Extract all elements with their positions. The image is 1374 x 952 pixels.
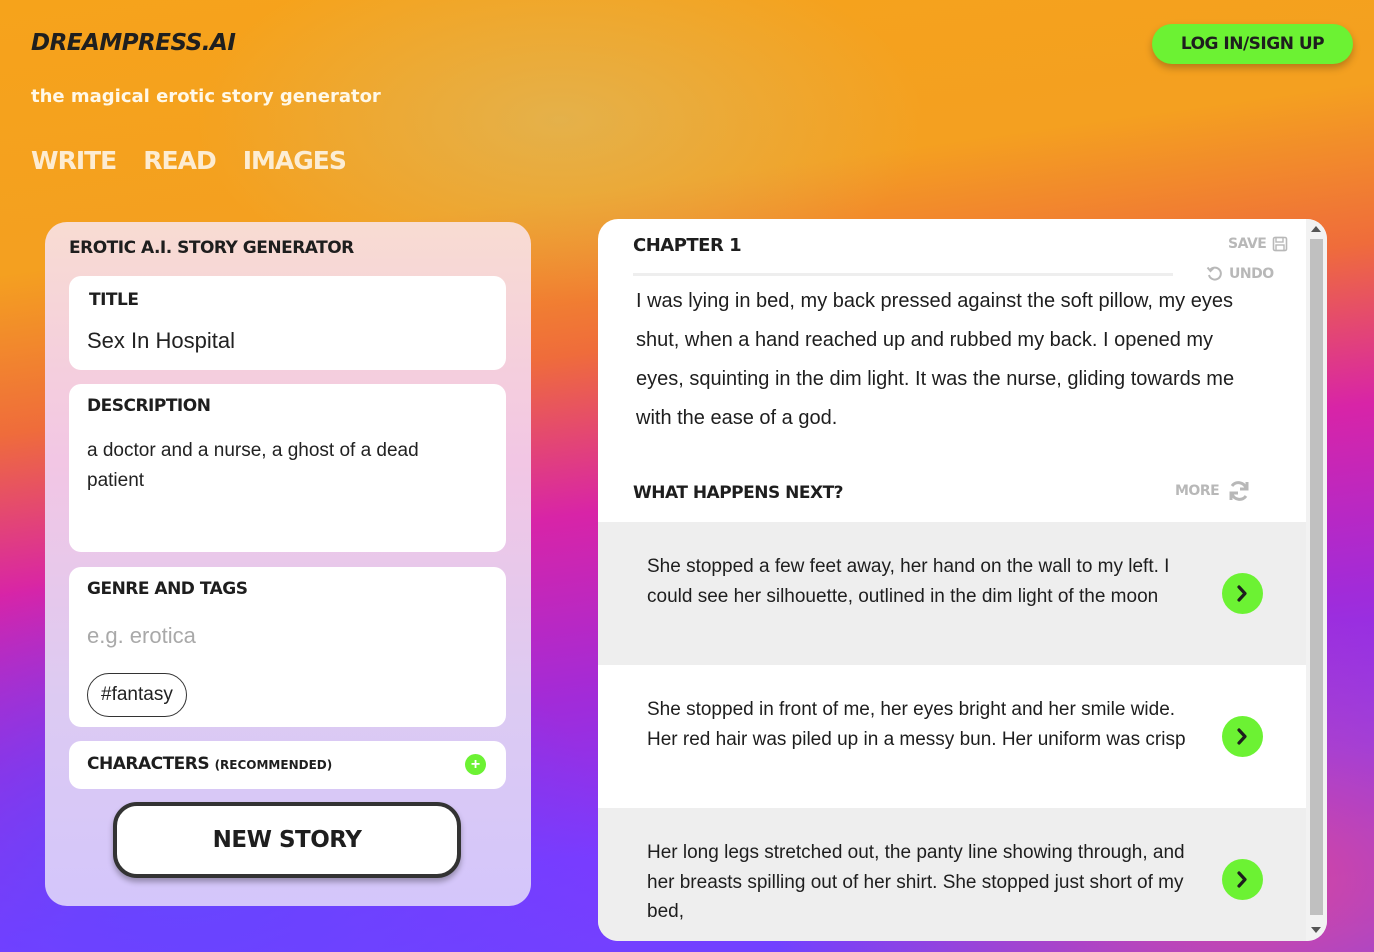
- new-story-button[interactable]: NEW STORY: [113, 802, 461, 878]
- option-text: She stopped in front of me, her eyes bright and her smile wide. Her red hair was piled up in a messy bun. Her uniform was crisp: [647, 699, 1186, 750]
- next-title: WHAT HAPPENS NEXT?: [633, 483, 844, 503]
- characters-note: (RECOMMENDED): [214, 758, 333, 772]
- more-label: MORE: [1175, 483, 1220, 499]
- characters-card[interactable]: [69, 741, 506, 789]
- chapter-text[interactable]: I was lying in bed, my back pressed against the soft pillow, my eyes shut, when a hand reached up and rubbed my back. I opened my eyes, squinting in the dim light. It was the nurse, gliding towards me with the ease of a god.: [636, 290, 1235, 429]
- choose-option-button[interactable]: [1222, 716, 1263, 757]
- nav-write[interactable]: WRITE: [31, 146, 117, 175]
- main-nav: [31, 146, 346, 175]
- genre-input[interactable]: [87, 623, 487, 649]
- characters-label: [87, 754, 332, 774]
- panel-title: EROTIC A.I. STORY GENERATOR: [69, 238, 354, 258]
- genre-card: [69, 567, 506, 727]
- chevron-right-icon: [1235, 870, 1250, 889]
- genre-label: GENRE AND TAGS: [87, 579, 248, 599]
- tagline: the magical erotic story generator: [31, 86, 381, 107]
- what-happens-next-header: [633, 465, 1269, 519]
- chevron-right-icon: [1235, 584, 1250, 603]
- chapter-divider: [633, 273, 1173, 276]
- scroll-up-arrow-icon[interactable]: [1311, 226, 1321, 232]
- next-option[interactable]: [598, 522, 1306, 665]
- story-generator-panel: [45, 222, 531, 906]
- undo-button[interactable]: [1206, 265, 1274, 282]
- title-label: TITLE: [89, 290, 139, 310]
- choose-option-button[interactable]: [1222, 859, 1263, 900]
- undo-icon: [1206, 265, 1223, 282]
- scrollbar[interactable]: [1306, 219, 1327, 941]
- description-label: DESCRIPTION: [87, 396, 211, 416]
- tag-chip[interactable]: #fantasy: [87, 673, 187, 717]
- chapter-title: CHAPTER 1: [633, 235, 742, 256]
- description-input[interactable]: a doctor and a nurse, a ghost of a dead patient: [87, 440, 419, 491]
- floppy-disk-icon: [1272, 236, 1288, 252]
- choose-option-button[interactable]: [1222, 573, 1263, 614]
- refresh-icon: [1227, 479, 1251, 503]
- next-option[interactable]: [598, 808, 1306, 941]
- scroll-down-arrow-icon[interactable]: [1311, 927, 1321, 933]
- nav-read[interactable]: READ: [143, 146, 216, 175]
- scrollbar-thumb[interactable]: [1310, 239, 1323, 915]
- title-card[interactable]: [69, 276, 506, 370]
- undo-label: UNDO: [1229, 265, 1274, 282]
- characters-label-text: CHARACTERS: [87, 754, 210, 774]
- description-card[interactable]: [69, 384, 506, 552]
- nav-images[interactable]: IMAGES: [242, 146, 346, 175]
- add-character-button[interactable]: +: [465, 754, 486, 775]
- brand-logo[interactable]: DREAMPRESS.AI: [31, 30, 236, 56]
- option-text: Her long legs stretched out, the panty line showing through, and her breasts spilling out of her shirt. She stopped just short of my bed,: [647, 842, 1185, 922]
- next-option[interactable]: [598, 665, 1306, 808]
- story-panel: [598, 219, 1327, 941]
- more-button[interactable]: [1175, 479, 1251, 503]
- option-text: She stopped a few feet away, her hand on the wall to my left. I could see her silhouette, outlined in the dim light of the moon: [647, 556, 1170, 607]
- login-signup-button[interactable]: LOG IN/SIGN UP: [1152, 24, 1353, 64]
- chevron-right-icon: [1235, 727, 1250, 746]
- title-input[interactable]: Sex In Hospital: [87, 328, 235, 353]
- save-label: SAVE: [1228, 236, 1267, 252]
- save-button[interactable]: [1228, 236, 1288, 252]
